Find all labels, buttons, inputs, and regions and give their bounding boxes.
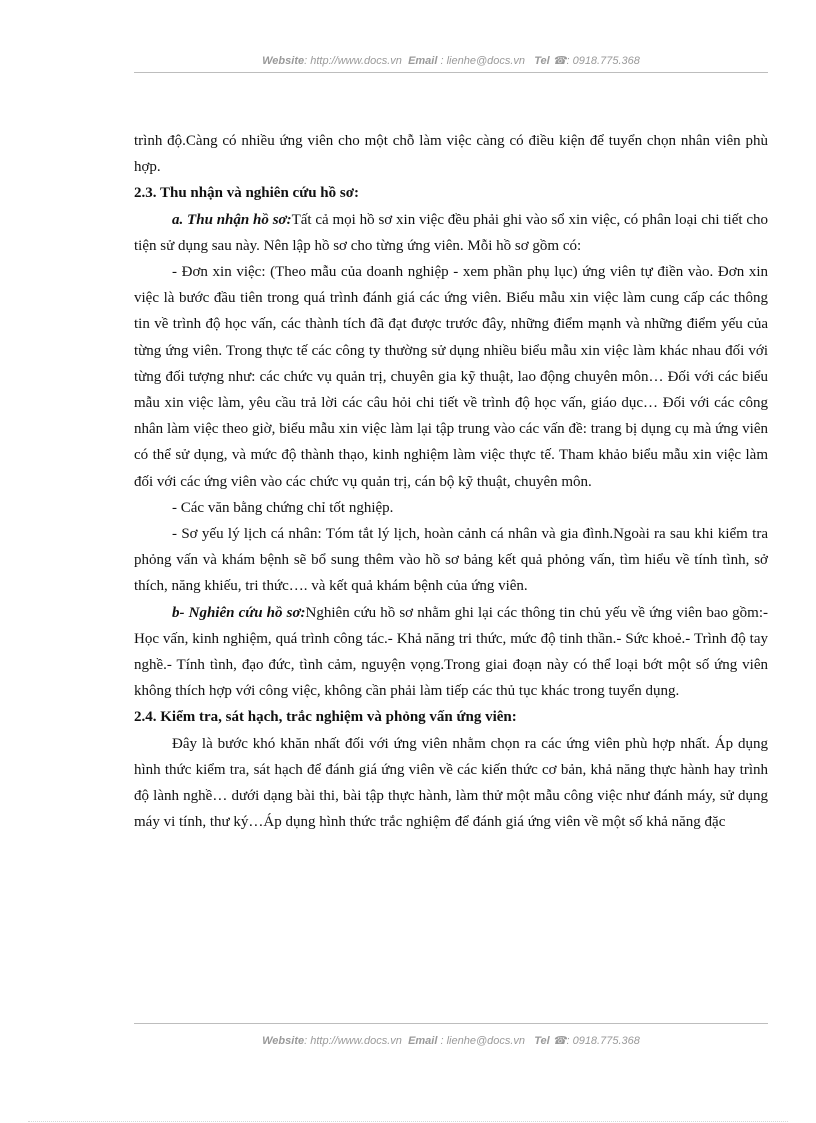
email-label: Email (408, 55, 438, 67)
page-header (134, 54, 768, 67)
tel-label: Tel (534, 55, 550, 67)
page-footer (134, 1034, 768, 1047)
website-value: : http://www.docs.vn (304, 55, 402, 67)
section-heading-2-4: 2.4. Kiểm tra, sát hạch, trắc nghiệm và phỏng vấn ứng viên: (134, 709, 517, 726)
phone-icon: ☎ (552, 1035, 567, 1047)
header-divider (134, 72, 768, 73)
list-item-application-form: - Đơn xin việc: (Theo mẫu của doanh nghiệp - xem phần phụ lục) ứng viên tự điền vào. Đơn xin việc là bước đầu tiên trong quá trình đánh giá các ứng viên. Biểu mẫu xin việc làm cung cấp các thông tin về trình độ học vấn, các thành tích đã đạt được trước đây, những điểm mạnh và những điểm yếu của từng ứng viên. Trong thực tế các công ty thường sử dụng nhiều biểu mẫu xin việc làm khác nhau đối với từng đối tượng như: các chức vụ quản trị, chuyên gia kỹ thuật, lao động chuyên môn… Đối với các biểu mẫu xin việc làm, yêu cầu trả lời các câu hỏi chi tiết về trình độ học vấn, giáo dục… Đối với các công nhân làm việc theo giờ, biểu mẫu xin việc làm lại tập trung vào các vấn đề: trang bị dụng cụ mà ứng viên có thể sử dụng, và mức độ thành thạo, kinh nghiệm làm việc thực tế. Tham khảo biểu mẫu xin việc làm đối với các ứng viên vào các chức vụ quản trị, cán bộ kỹ thuật, chuyên môn. (134, 264, 768, 490)
paragraph-testing: Đây là bước khó khăn nhất đối với ứng viên nhằm chọn ra các ứng viên phù hợp nhất. Áp dụng hình thức kiểm tra, sát hạch để đánh giá ứng viên về các kiến thức cơ bản, khả năng thực hành hay trình độ lành nghề… dưới dạng bài thi, bài tập thực hành, làm thử một mẫu công việc như đánh máy, sử dụng máy vi tính, thư ký…Áp dụng hình thức trắc nghiệm để đánh giá ứng viên về một số khả năng đặc (134, 735, 768, 831)
page-bottom-border (28, 1121, 788, 1122)
email-label: Email (408, 1035, 438, 1047)
tel-label: Tel (534, 1035, 550, 1047)
subsection-label-b: b- Nghiên cứu hồ sơ: (172, 604, 306, 621)
paragraph-receive-files (134, 207, 768, 259)
list-item-resume: - Sơ yếu lý lịch cá nhân: Tóm tắt lý lịch, hoàn cảnh cá nhân và gia đình.Ngoài ra sau khi kiểm tra phỏng vấn và khám bệnh sẽ bổ sung thêm vào hồ sơ bảng kết quả phỏng vấn, tìm hiểu về tính tình, sở thích, năng khiếu, tri thức…. và kết quả khám bệnh của ứng viên. (134, 526, 768, 595)
phone-icon: ☎ (552, 55, 567, 67)
email-value: : lienhe@docs.vn (440, 1035, 526, 1047)
subsection-text-b: Nghiên cứu hồ sơ nhằm ghi lại các thông tin chủ yếu về ứng viên bao gồm:- Học vấn, kinh nghiệm, quá trình công tác.- Khả năng tri thức, mức độ tinh thần.- Sức khoẻ.- Trình độ tay nghề.- Tính tình, đạo đức, tình cảm, nguyện vọng.Trong giai đoạn này có thể loại bớt một số ứng viên không thích hợp với công việc, không cần phải làm tiếp các thủ tục khác trong tuyển dụng. (134, 604, 768, 700)
website-value: : http://www.docs.vn (304, 1035, 402, 1047)
section-heading-2-3: 2.3. Thu nhận và nghiên cứu hồ sơ: (134, 185, 360, 202)
paragraph-study-files (134, 600, 768, 705)
paragraph-continuation: trình độ.Càng có nhiều ứng viên cho một chỗ làm việc càng có điều kiện để tuyển chọn nhân viên phù hợp. (134, 133, 768, 176)
subsection-text-a: Tất cả mọi hồ sơ xin việc đều phải ghi vào sổ xin việc, có phân loại chi tiết cho tiện sử dụng sau này. Nên lập hồ sơ cho từng ứng viên. Mỗi hồ sơ gồm có: (134, 211, 768, 254)
footer-divider (134, 1023, 768, 1024)
tel-value: : 0918.775.368 (566, 55, 640, 67)
document-body (134, 128, 768, 835)
tel-value: : 0918.775.368 (566, 1035, 640, 1047)
email-value: : lienhe@docs.vn (440, 55, 526, 67)
website-label: Website (262, 55, 305, 67)
subsection-label-a: a. Thu nhận hồ sơ: (172, 211, 292, 228)
list-item-certificates: - Các văn bằng chứng chỉ tốt nghiệp. (172, 499, 394, 516)
website-label: Website (262, 1035, 305, 1047)
